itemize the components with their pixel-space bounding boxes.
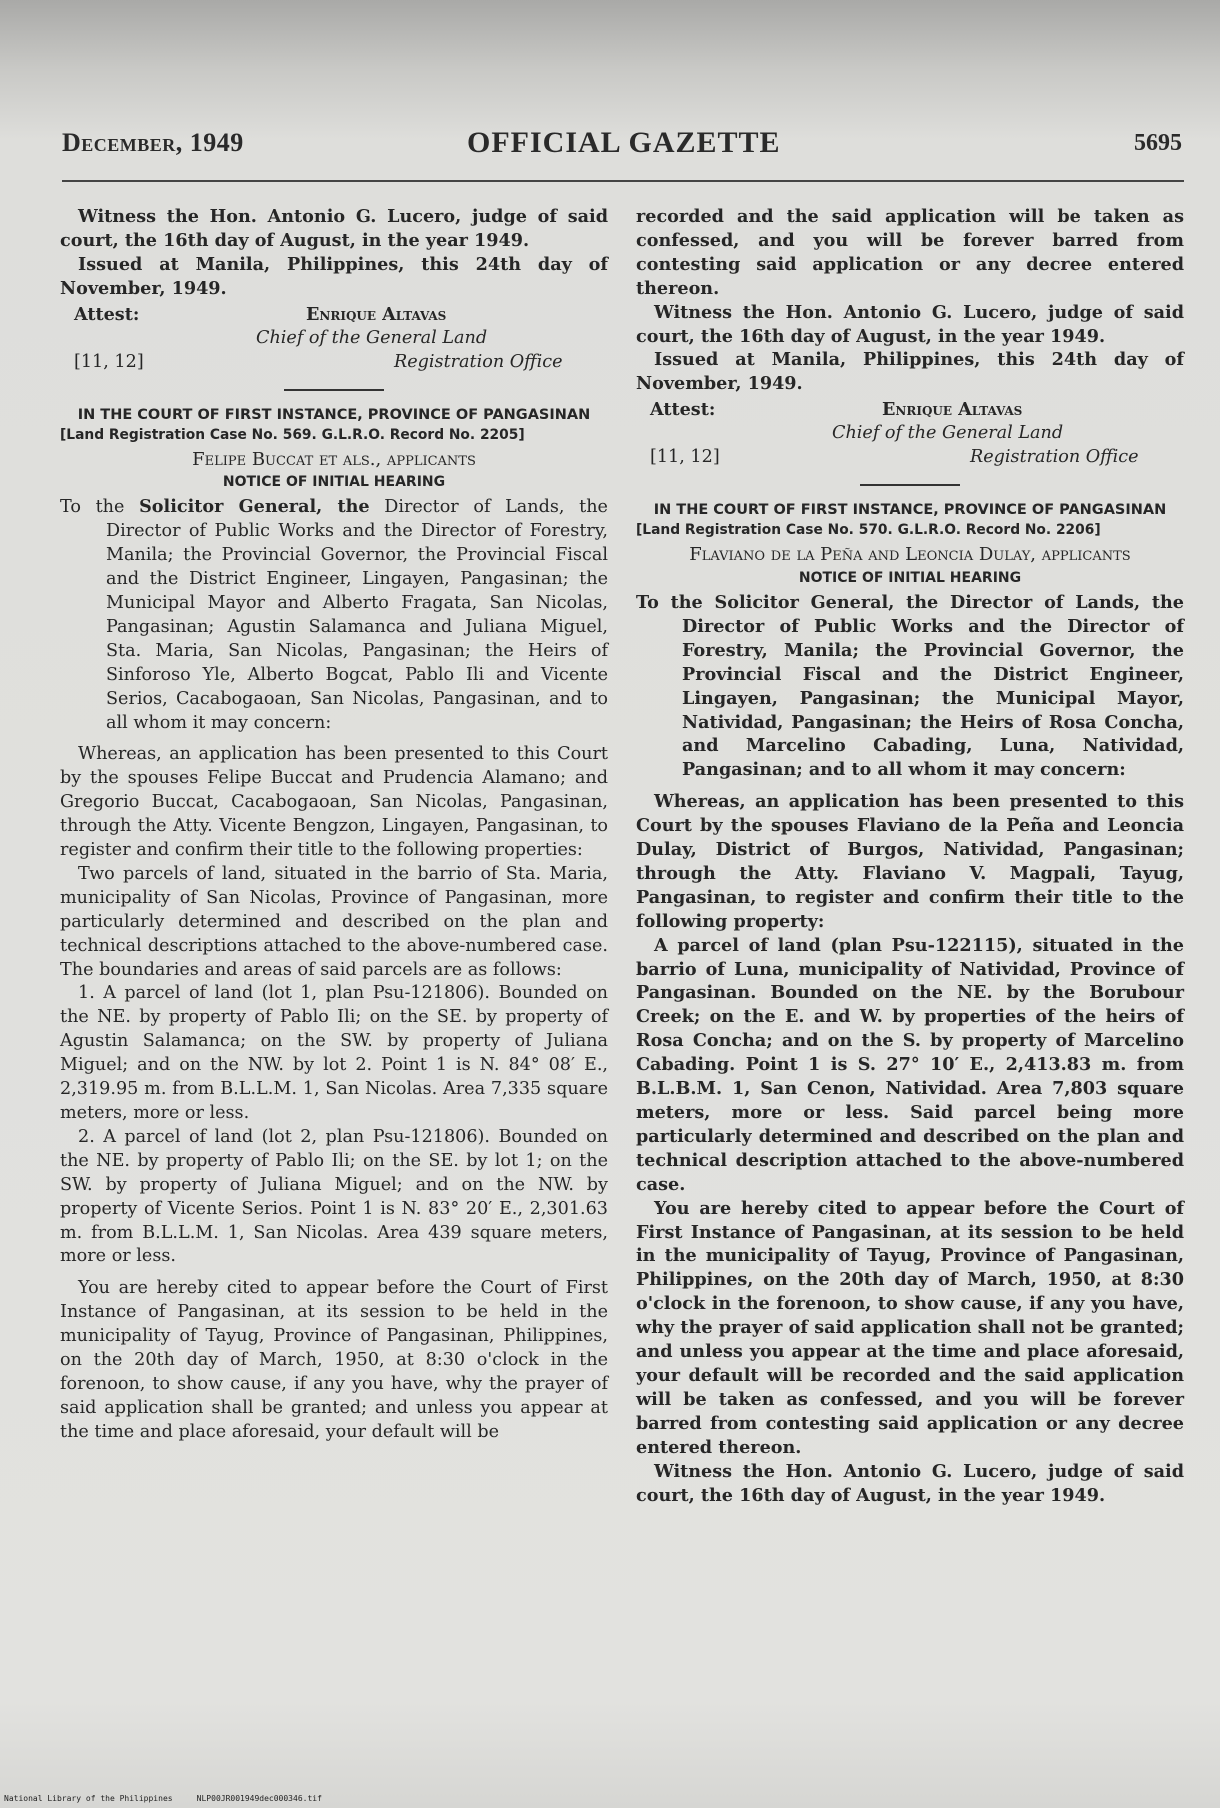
- left-to-bold: Solicitor General, the: [139, 496, 370, 518]
- left-whereas: Whereas, an application has been presented to this Court by the spouses Felipe Buccat and Prudencia Alamano; and Gregorio Buccat, Cacabogaoan, San Nicolas, Pangasinan, through the Atty. Vicente Bengzon, Lingayen, Pangasinan, to register and confirm their title to the following properties:: [60, 744, 608, 861]
- right-witness: Witness the Hon. Antonio G. Lucero, judge of said court, the 16th day of August, in the year 1949.: [636, 301, 1184, 347]
- right-attest-block: [636, 398, 1184, 470]
- right-addressees: To the Solicitor General, the Director of Lands, the Director of Public Works and the Director of Forestry, Manila; the Provincial Governor, the Provincial Fiscal and the District Engineer, Lingayen, Pangasinan; the Municipal Mayor, Natividad, Pangasinan; the Heirs of Rosa Concha, and Marcelino Cabading, Luna, Natividad, Pangasinan; and to all whom it may concern:: [636, 591, 1184, 781]
- right-column: [636, 205, 1184, 1507]
- scan-footer: [4, 1794, 322, 1803]
- header-title: OFFICIAL GAZETTE: [467, 126, 781, 159]
- left-parcel-2: 2. A parcel of land (lot 2, plan Psu-121806). Bounded on the NE. by property of Pablo Ili; on the SE. by lot 1; on the SW. by property of Juliana Miguel; and on the NW. by property of Vicente Serios. Point 1 is N. 83° 20′ E., 2,301.63 m. from B.L.L.M. 1, San Nicolas. Area 439 square meters, more or less.: [60, 1126, 608, 1267]
- left-to-rest: Director of Lands, the Director of Public Works and the Director of Forestry, Manila; the Provincial Governor, the Provincial Fiscal and the District Engineer, Lingayen, Pangasinan; the Municipal Mayor and Alberto Fragata, San Nicolas, Pangasinan; Agustin Salamanca and Juliana Miguel, Sta. Maria, San Nicolas, Pangasinan; the Heirs of Sinforoso Yle, Alberto Bogcat, Pablo Ili and Vicente Serios, Cacabogaoan, San Nicolas, Pangasinan, and to all whom it may concern:: [106, 497, 608, 733]
- left-attest-block: [60, 303, 608, 375]
- header-date: December, 1949: [62, 128, 244, 157]
- footer-library: National Library of the Philippines: [4, 1794, 173, 1803]
- left-attest-title2: Registration Office: [394, 351, 563, 372]
- left-attest-label: Attest:: [74, 303, 140, 325]
- left-column: [60, 205, 608, 1445]
- header-rule: [62, 180, 1184, 182]
- left-separator: [284, 389, 384, 391]
- left-issued: Issued at Manila, Philippines, this 24th day of November, 1949.: [60, 253, 608, 299]
- left-applicants: Felipe Buccat et als., applicants: [192, 448, 476, 470]
- right-whereas: Whereas, an application has been presented to this Court by the spouses Flaviano de la Peña and Leoncia Dulay, District of Burgos, Natividad, Pangasinan; through the Atty. Flaviano V. Magpali, Tayug, Pangasinan, to register and confirm their title to the following property:: [636, 791, 1184, 932]
- left-addressees: [60, 495, 608, 735]
- right-continuation: recorded and the said application will be taken as confessed, and you will be forever barred from contesting said application or any decree entered thereon.: [636, 206, 1184, 299]
- right-attest-title2: Registration Office: [970, 447, 1139, 468]
- left-witness: Witness the Hon. Antonio G. Lucero, judge of said court, the 16th day of August, in the year 1949.: [60, 206, 608, 251]
- page-header: [62, 128, 1182, 168]
- right-separator: [860, 484, 960, 486]
- right-notice-title: NOTICE OF INITIAL HEARING: [798, 570, 1022, 587]
- right-attest-issue: [11, 12]: [650, 447, 720, 468]
- footer-file: NLP00JR001949dec000346.tif: [196, 1794, 322, 1803]
- left-to-prefix: To the: [60, 497, 140, 518]
- left-attest-title1: Chief of the General Land: [256, 327, 488, 348]
- left-parcel-1: 1. A parcel of land (lot 1, plan Psu-121806). Bounded on the NE. by property of Pablo Ili; on the SE. by property of Agustin Salamanca; on the SW. by property of Juliana Miguel; and on the NW. by lot 2. Point 1 is N. 84° 08′ E., 2,319.95 m. from B.L.L.M. 1, San Nicolas. Area 7,335 square meters, more or less.: [60, 983, 608, 1123]
- left-attest-issue: [11, 12]: [74, 351, 144, 372]
- right-issued: Issued at Manila, Philippines, this 24th day of November, 1949.: [636, 349, 1184, 395]
- left-parcels-intro: Two parcels of land, situated in the barrio of Sta. Maria, municipality of San Nicolas, Province of Pangasinan, more particularly determined and described on the plan and technical descriptions attached to the above-numbered case. The boundaries and areas of said parcels are as follows:: [60, 863, 608, 980]
- right-applicants: Flaviano de la Peña and Leoncia Dulay, applicants: [689, 544, 1131, 566]
- left-notice-title: NOTICE OF INITIAL HEARING: [222, 474, 446, 491]
- left-cited: You are hereby cited to appear before the Court of First Instance of Pangasinan, at its session to be held in the municipality of Tayug, Province of Pangasinan, Philippines, on the 20th day of March, 1950, at 8:30 o'clock in the forenoon, to show cause, if any you have, why the prayer of said application shall be granted; and unless you appear at the time and place aforesaid, your default will be: [60, 1278, 608, 1442]
- right-parcel: A parcel of land (plan Psu-122115), situated in the barrio of Luna, municipality of Natividad, Province of Pangasinan. Bounded on the NE. by the Borubour Creek; on the E. and W. by properties of the heirs of Rosa Concha; and on the S. by property of Marcelino Cabading. Point 1 is S. 27° 10′ E., 2,413.83 m. from B.L.B.M. 1, San Cenon, Natividad. Area 7,803 square meters, more or less. Said parcel being more particularly determined and described on the plan and technical description attached to the above-numbered case.: [636, 934, 1184, 1195]
- right-attest-name: Enrique Altavas: [882, 399, 1023, 421]
- left-court-heading: IN THE COURT OF FIRST INSTANCE, PROVINCE OF PANGASINAN: [77, 406, 591, 423]
- left-attest-name: Enrique Altavas: [306, 303, 447, 325]
- right-cited: You are hereby cited to appear before the Court of First Instance of Pangasinan, at its session to be held in the municipality of Tayug, Province of Pangasinan, Philippines, on the 20th day of March, 1950, at 8:30 o'clock in the forenoon, to show cause, if any you have, why the prayer of said application shall not be granted; and unless you appear at the time and place aforesaid, your default will be recorded and the said application will be taken as confessed, and you will be forever barred from contesting said application or any decree entered thereon.: [636, 1197, 1184, 1458]
- left-case-number: [Land Registration Case No. 569. G.L.R.O. Record No. 2205]: [60, 426, 525, 443]
- right-attest-title1: Chief of the General Land: [832, 423, 1064, 444]
- header-page-number: 5695: [1134, 130, 1182, 156]
- right-case-number: [Land Registration Case No. 570. G.L.R.O. Record No. 2206]: [636, 522, 1101, 539]
- right-attest-label: Attest:: [650, 399, 716, 421]
- right-witness-2: Witness the Hon. Antonio G. Lucero, judge of said court, the 16th day of August, in the year 1949.: [636, 1460, 1184, 1506]
- right-court-heading: IN THE COURT OF FIRST INSTANCE, PROVINCE OF PANGASINAN: [653, 502, 1167, 519]
